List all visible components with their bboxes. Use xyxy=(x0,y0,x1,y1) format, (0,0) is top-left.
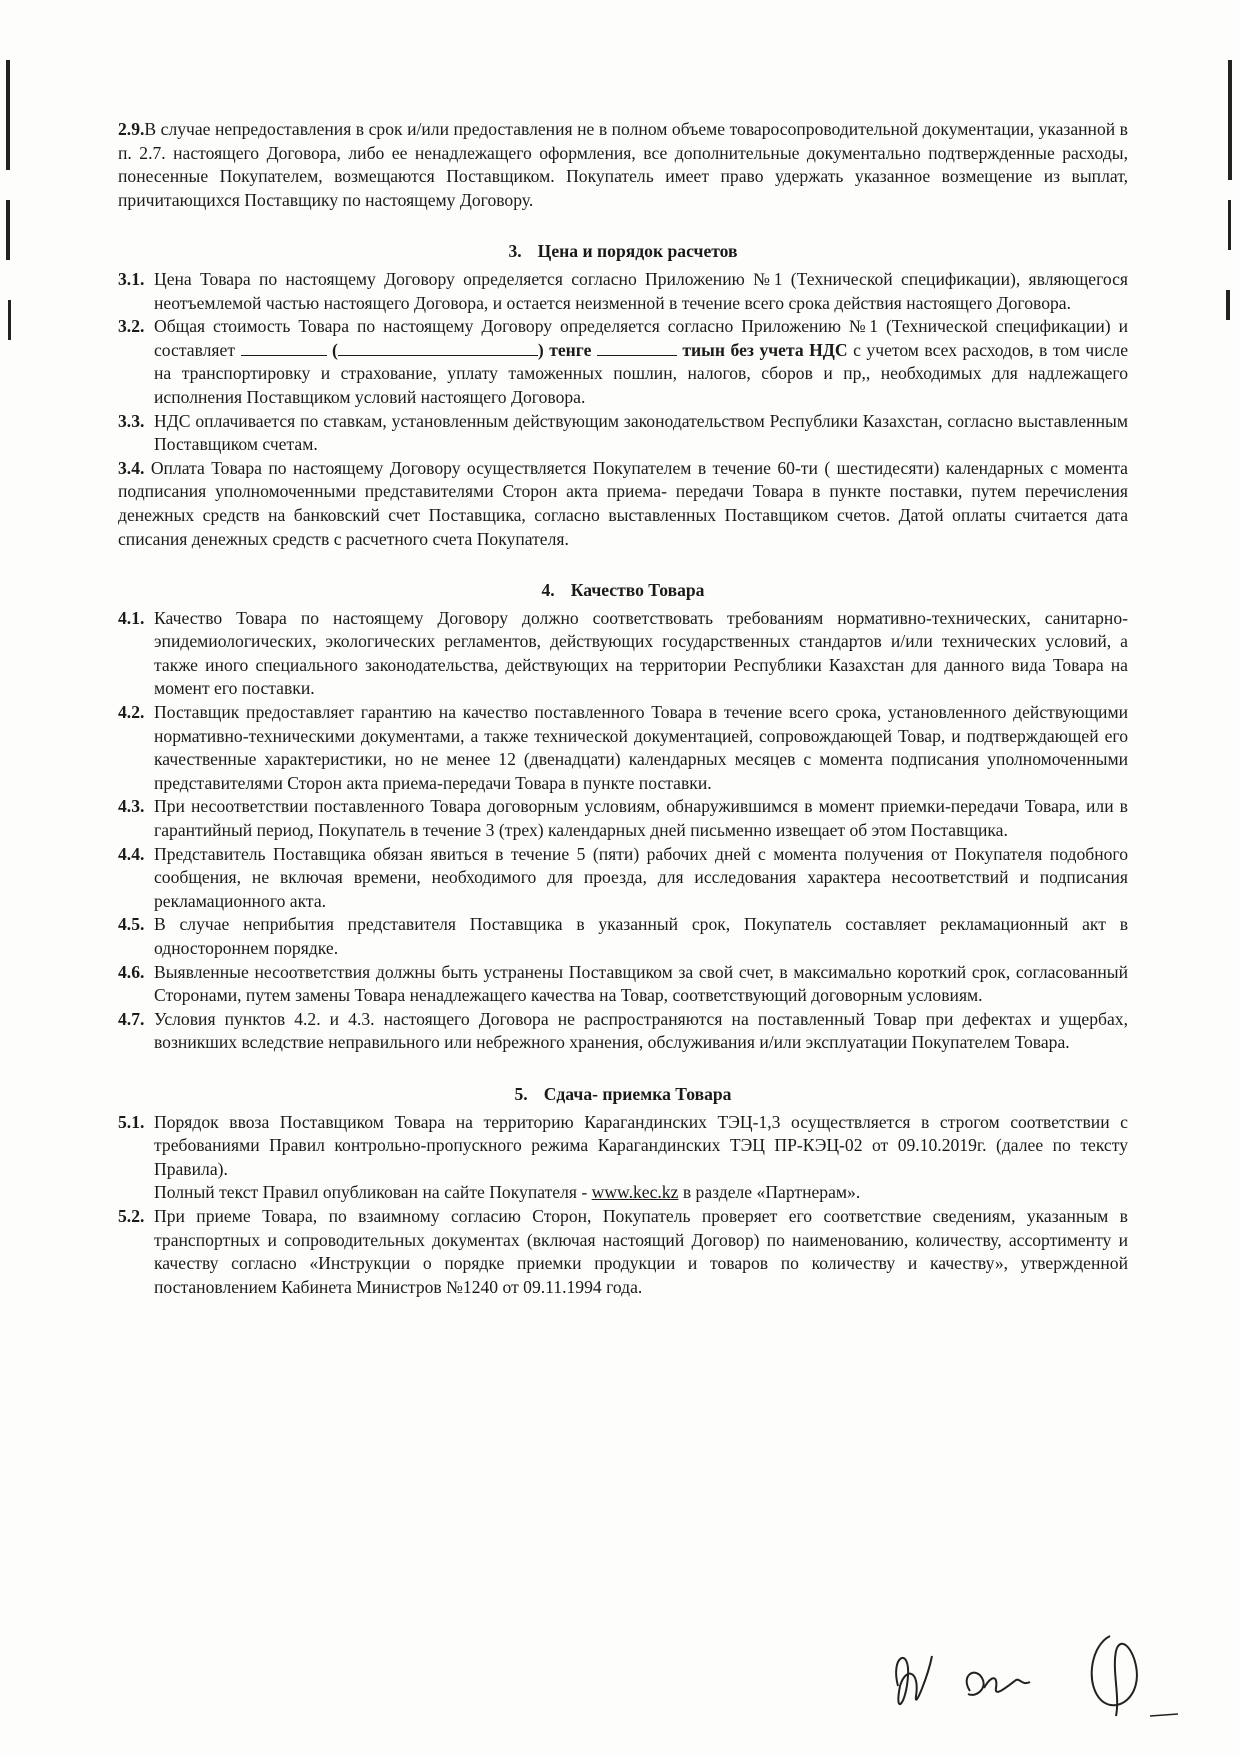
clause-number: 4.2. xyxy=(118,702,145,723)
clause-number: 3.2. xyxy=(118,316,145,337)
clause-number: 4.3. xyxy=(118,796,145,817)
clause-number: 3.4. xyxy=(118,457,145,478)
clause-3-4 xyxy=(118,457,1128,551)
paragraph-2-9 xyxy=(118,118,1128,212)
clause-4-3 xyxy=(118,795,1128,842)
clause-text-part: с учетом всех расходов, в том числе на транспортировку и страхование, уплату таможенных пошлин, налогов, сборов и пр,, необходимых для надлежащего исполнения Поставщиком условий настоящего Договора. xyxy=(154,339,1129,407)
section-title: Сдача- приемка Товара xyxy=(543,1083,732,1104)
amount-blank xyxy=(241,341,327,356)
clause-3-1 xyxy=(118,268,1128,315)
clause-text: Качество Товара по настоящему Договору должно соответствовать требованиям нормативно-технических, санитарно-эпидемиологических, экологических регламентов, действующих государственных стандартов и/или технических условий, а также иного специального законодательства, действующих на территории Республики Казахстан для данного вида Товара на момент его поставки. xyxy=(154,607,1128,699)
note-text: Полный текст Правил опубликован на сайте Покупателя - xyxy=(154,1182,588,1203)
clause-text: Цена Товара по настоящему Договору определяется согласно Приложению №1 (Технической спецификации), являющегося неотъемлемой частью настоящего Договора, и остается неизменной в течение всего срока действия настоящего Договора. xyxy=(154,268,1128,313)
clause-text: Представитель Поставщика обязан явиться в течение 5 (пяти) рабочих дней с момента получения от Покупателя подобного сообщения, не включая времени, необходимого для проезда, для исследования характера несоответствий и подписания рекламационного акта. xyxy=(154,843,1128,911)
clause-number: 4.5. xyxy=(118,914,145,935)
section-title: Цена и порядок расчетов xyxy=(537,241,738,262)
clause-number: 4.4. xyxy=(118,843,145,864)
amount-words-blank xyxy=(338,341,538,356)
scan-edge-mark xyxy=(1228,200,1231,250)
clause-number: 5.1. xyxy=(118,1111,145,1132)
clause-text: Поставщик предоставляет гарантию на качество поставленного Товара в течение всего срока, установленного действующими нормативно-техническими документами, а также технической документацией, сопровождающей Товар, и подтверждающей его качественные характеристики, но не менее 12 (двенадцати) календарных месяцев с момента подписания уполномоченными представителями Сторон акта приема-передачи Товара в пункте поставки. xyxy=(154,702,1128,793)
clause-5-2 xyxy=(118,1205,1128,1299)
clause-text: НДС оплачивается по ставкам, установленным действующим законодательством Республики Казахстан, согласно выставленным Поставщиком счетам. xyxy=(154,410,1128,455)
clause-number: 4.6. xyxy=(118,961,145,982)
section-heading-5 xyxy=(118,1083,1128,1107)
section-number: 5. xyxy=(514,1083,528,1104)
clause-3-2 xyxy=(118,315,1128,409)
clause-4-4 xyxy=(118,843,1128,914)
scan-edge-mark xyxy=(8,300,11,340)
section-heading-3 xyxy=(118,240,1128,264)
section-title: Качество Товара xyxy=(570,580,705,601)
paren-open: ( xyxy=(332,339,338,360)
clause-text xyxy=(154,315,1128,409)
clause-4-1 xyxy=(118,607,1128,701)
scan-edge-mark xyxy=(1226,290,1230,320)
scan-edge-mark xyxy=(1228,60,1232,180)
tenge-label: ) тенге xyxy=(537,339,592,360)
scan-edge-mark xyxy=(6,60,10,170)
clause-number: 4.1. xyxy=(118,607,145,628)
clause-number: 3.3. xyxy=(118,410,145,431)
section-number: 4. xyxy=(541,580,555,601)
document-body xyxy=(118,118,1128,1299)
rules-publication-note xyxy=(118,1181,1128,1205)
clause-number: 2.9. xyxy=(118,119,145,139)
clause-text: Порядок ввоза Поставщиком Товара на территорию Карагандинских ТЭЦ-1,3 осуществляется в строгом соответствии с требованиями Правил контрольно-пропускного режима Карагандинских ТЭЦ ПР-КЭЦ-02 от 09.10.2019г. (далее по тексту Правила). xyxy=(154,1111,1128,1179)
tiyn-label: тиын xyxy=(682,339,726,360)
clause-5-1 xyxy=(118,1111,1128,1182)
clause-4-5 xyxy=(118,913,1128,960)
section-heading-4 xyxy=(118,579,1128,603)
handwritten-signatures xyxy=(880,1616,1180,1726)
clause-number: 5.2. xyxy=(118,1205,145,1226)
clause-4-2 xyxy=(118,701,1128,795)
clause-number: 3.1. xyxy=(118,268,145,289)
clause-text: В случае непредоставления в срок и/или предоставления не в полном объеме товаросопроводительной документации, указанной в п. 2.7. настоящего Договора, либо ее ненадлежащего оформления, все дополнительные документально подтвержденные расходы, понесенные Покупателем, возмещаются Поставщиком. Покупатель имеет право удержать указанное возмещение из выплат, причитающихся Поставщику по настоящему Договору. xyxy=(118,119,1128,210)
website-link[interactable]: www.kec.kz xyxy=(591,1182,679,1203)
clause-text: Выявленные несоответствия должны быть устранены Поставщиком за свой счет, в максимально короткий срок, согласованный Сторонами, путем замены Товара ненадлежащего качества на Товар, соответствующий договорным условиям. xyxy=(154,961,1128,1006)
section-number: 3. xyxy=(508,241,522,262)
clause-text: При несоответствии поставленного Товара договорным условиям, обнаружившимся в момент приемки-передачи Товара, или в гарантийный период, Покупатель в течение 3 (трех) календарных дней письменно извещает об этом Поставщика. xyxy=(154,796,1128,841)
tiyn-blank xyxy=(597,341,677,356)
clause-text: В случае неприбытия представителя Поставщика в указанный срок, Покупатель составляет рекламационный акт в одностороннем порядке. xyxy=(154,914,1128,958)
scan-edge-mark xyxy=(6,200,10,260)
clause-text-part: Общая стоимость Товара по настоящему Договору определяется согласно Приложению №1 (Технической спецификации) и составляет xyxy=(154,316,1128,360)
clause-text: При приеме Товара, по взаимному согласию Сторон, Покупатель проверяет его соответствие сведениям, указанным в транспортных и сопроводительных документах (включая настоящий Договор) по наименованию, количеству, ассортименту и качеству согласно «Инструкции о порядке приемки продукции и товаров по количеству и качеству», утвержденной постановлением Кабинета Министров №1240 от 09.11.1994 года. xyxy=(154,1205,1128,1297)
note-text: в разделе «Партнерам». xyxy=(682,1182,861,1203)
clause-number: 4.7. xyxy=(118,1008,145,1029)
clause-text: Условия пунктов 4.2. и 4.3. настоящего Договора не распространяются на поставленный Товар при дефектах и ущербах, возникших вследствие неправильного или небрежного хранения, обслуживания и/или эксплуатации Покупателем Товара. xyxy=(154,1008,1128,1053)
clause-3-3 xyxy=(118,410,1128,457)
clause-4-6 xyxy=(118,961,1128,1008)
clause-text: Оплата Товара по настоящему Договору осуществляется Покупателем в течение 60-ти ( шестидесяти) календарных с момента подписания уполномоченными представителями Сторон акта приема- передачи Товара в пункте поставки, путем перечисления денежных средств на банковский счет Поставщика, согласно выставленных Поставщиком счетов. Датой оплаты считается дата списания денежных средств с расчетного счета Покупателя. xyxy=(118,457,1128,549)
clause-4-7 xyxy=(118,1008,1128,1055)
vat-note: без учета НДС xyxy=(730,339,848,360)
